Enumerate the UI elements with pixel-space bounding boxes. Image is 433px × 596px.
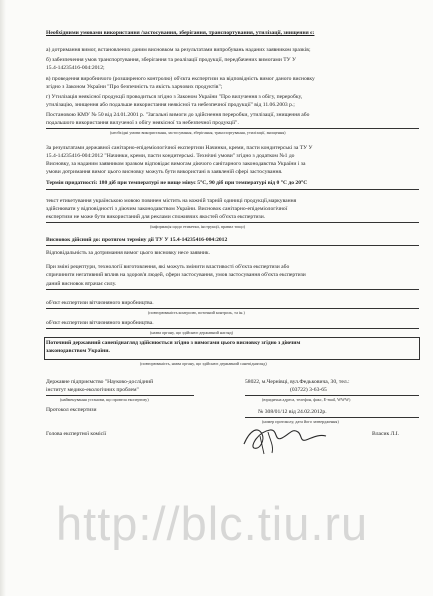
- changes-line: даний висновок втрачає силу.: [46, 281, 117, 287]
- changes-line: При зміні рецептури, технології виготовлення, які можуть змінити властивості об'єкта експертизи або: [46, 264, 290, 270]
- conditions-heading: Необхідними умовами використання /застосування, зберігання, транспортування, утилізації, знищення є:: [46, 30, 315, 36]
- signatory-name: Власик Л.І.: [372, 431, 400, 437]
- authority-caption: (назва органу, що здійснює державний нагляд): [150, 330, 234, 335]
- conditions-line: г) Утилізація неякісної продукції проводиться згідно з Законом України "Про вилучення з обігу, переробку,: [46, 94, 303, 100]
- watermark: http://blc.tiu.ru: [56, 497, 369, 550]
- divider: [46, 128, 419, 129]
- divider: [46, 189, 419, 190]
- institution-address: 58022, м.Чернівці, вул.Федьковича, 30, тел.:: [245, 379, 350, 385]
- results-line: 15.4-14235416-004:2012 "Начинки, креми, пасти кондитерські. Технічні умови" згідно з додатком №1 до: [46, 153, 295, 159]
- conditions-line: згідно з Законом України "Про безпечність та якість харчових продуктів";: [46, 84, 223, 90]
- changes-line: спричинити негативний вплив на здоров'я людей, сфери застосування, умов застосування об'єкта експертизи: [46, 272, 306, 278]
- protocol-caption: (номер протоколу, дата його затвердження): [262, 419, 339, 424]
- protocol-value: № 308/01/12 від 24.02.2012р.: [258, 409, 327, 415]
- divider: [46, 245, 419, 246]
- responsibility-text: Відповідальність за дотримання вимог цього висновку несе заявник.: [46, 250, 210, 256]
- divider: [245, 395, 419, 396]
- divider: [46, 328, 419, 329]
- institution-caption: (найменування установи, що провела експертизу): [60, 397, 149, 402]
- conditions-line: подальшого використання вилученої з обігу неякісної та небезпечної продукції".: [46, 120, 239, 126]
- conditions-caption: (необхідні умови використання, застосування, зберігання, транспортування, утилізації, знищення): [110, 130, 286, 135]
- authority-value: об'єкт експертизи вітчизняного виробництва.: [46, 320, 154, 326]
- results-line: За результатами державної санітарно-епідеміологічної експертизи Начинки, креми, пасти кондитерські за ТУ У: [46, 145, 313, 151]
- conditions-line: б) забезпечення умов транспортування, зберігання та реалізації продукції, передбачених вимогами ТУ У: [46, 57, 296, 63]
- institution-name: інститут медико-екологічних проблем": [46, 387, 139, 393]
- institution-name: Державне підприємство "Науково-дослідний: [46, 379, 154, 385]
- conditions-line: 15.4-14235416-004:2012;: [46, 65, 105, 71]
- handwritten-signature: [240, 420, 330, 456]
- supervision-caption: (повторюваність, назва органу, що здійснює державний санепіднагляд): [140, 361, 267, 366]
- supervision-line: законодавством України.: [46, 348, 110, 354]
- conditions-line: в) проведення виробничого (розширеного контролю) об'єкта експертизи на відповідність вимог даного висновку: [46, 76, 315, 82]
- frequency-caption: (повторюваність контролю, поточний контроль, та ін.): [148, 310, 245, 315]
- divider: [245, 417, 419, 418]
- divider: [46, 289, 419, 290]
- results-line: Висновку, за наданим заявником зразком відповідає вимогам діючого санітарного законодавства України і за: [46, 161, 306, 167]
- labelling-caption: (інформація щодо етикетки, інструкції, правил тощо): [150, 224, 245, 229]
- conditions-line: а) дотримання вимог, встановлених даним висновком за результатами випробувань наданих заявником зразків;: [46, 47, 311, 53]
- page-edge-shadow: [0, 0, 6, 596]
- institution-phone: (03722) 3-63-65: [290, 387, 327, 393]
- signatory-label: Голова експертної комісії: [46, 431, 107, 437]
- labelling-line: текст етикетування українською мовою повинен містить на кожній тарній одиниці продукції,маркування: [46, 198, 297, 204]
- labelling-line: здійснювати у відповідності з діючим законодавством України. Висновок санітарно-епідеміологічної: [46, 206, 288, 212]
- supervision-line: Поточний державний санепіднагляд здійснюється згідно з вимогами цього висновку згідно з діючим: [46, 340, 301, 346]
- conditions-line: утилізацію, знищення або подальше використання неякісної та небезпечної продукції" від 11.06.2003 р.;: [46, 102, 295, 108]
- validity-text: Висновок дійсний до: протягом терміну дії ТУ У 15.4-14235416-004:2012: [46, 237, 228, 243]
- address-caption: (юридична адреса, телефон, факс, E-mail, WWW): [262, 397, 351, 402]
- labelling-line: експертизи не може бути використаний для реклами споживчих якостей об'єкта експертизи.: [46, 214, 266, 220]
- results-line: умови дотримання вимог цього висновку можуть бути використані в заявленій сфері застосування.: [46, 169, 283, 175]
- conditions-line: Постановою КМУ № 50 від 24.01.2001 р. "Загальні вимоги до здійснення переробки, утилізації, знищення або: [46, 112, 310, 118]
- divider: [46, 395, 194, 396]
- divider: [46, 222, 419, 223]
- frequency-value: об'єкт експертизи вітчизняного виробництва.: [46, 300, 154, 306]
- shelf-life: Термін придатності: 180 діб при температурі не вище мінус 5°С, 90 діб при температурі від 0 °С до 20°С: [46, 180, 308, 186]
- divider: [46, 308, 419, 309]
- protocol-label: Протокол експертизи: [46, 407, 97, 413]
